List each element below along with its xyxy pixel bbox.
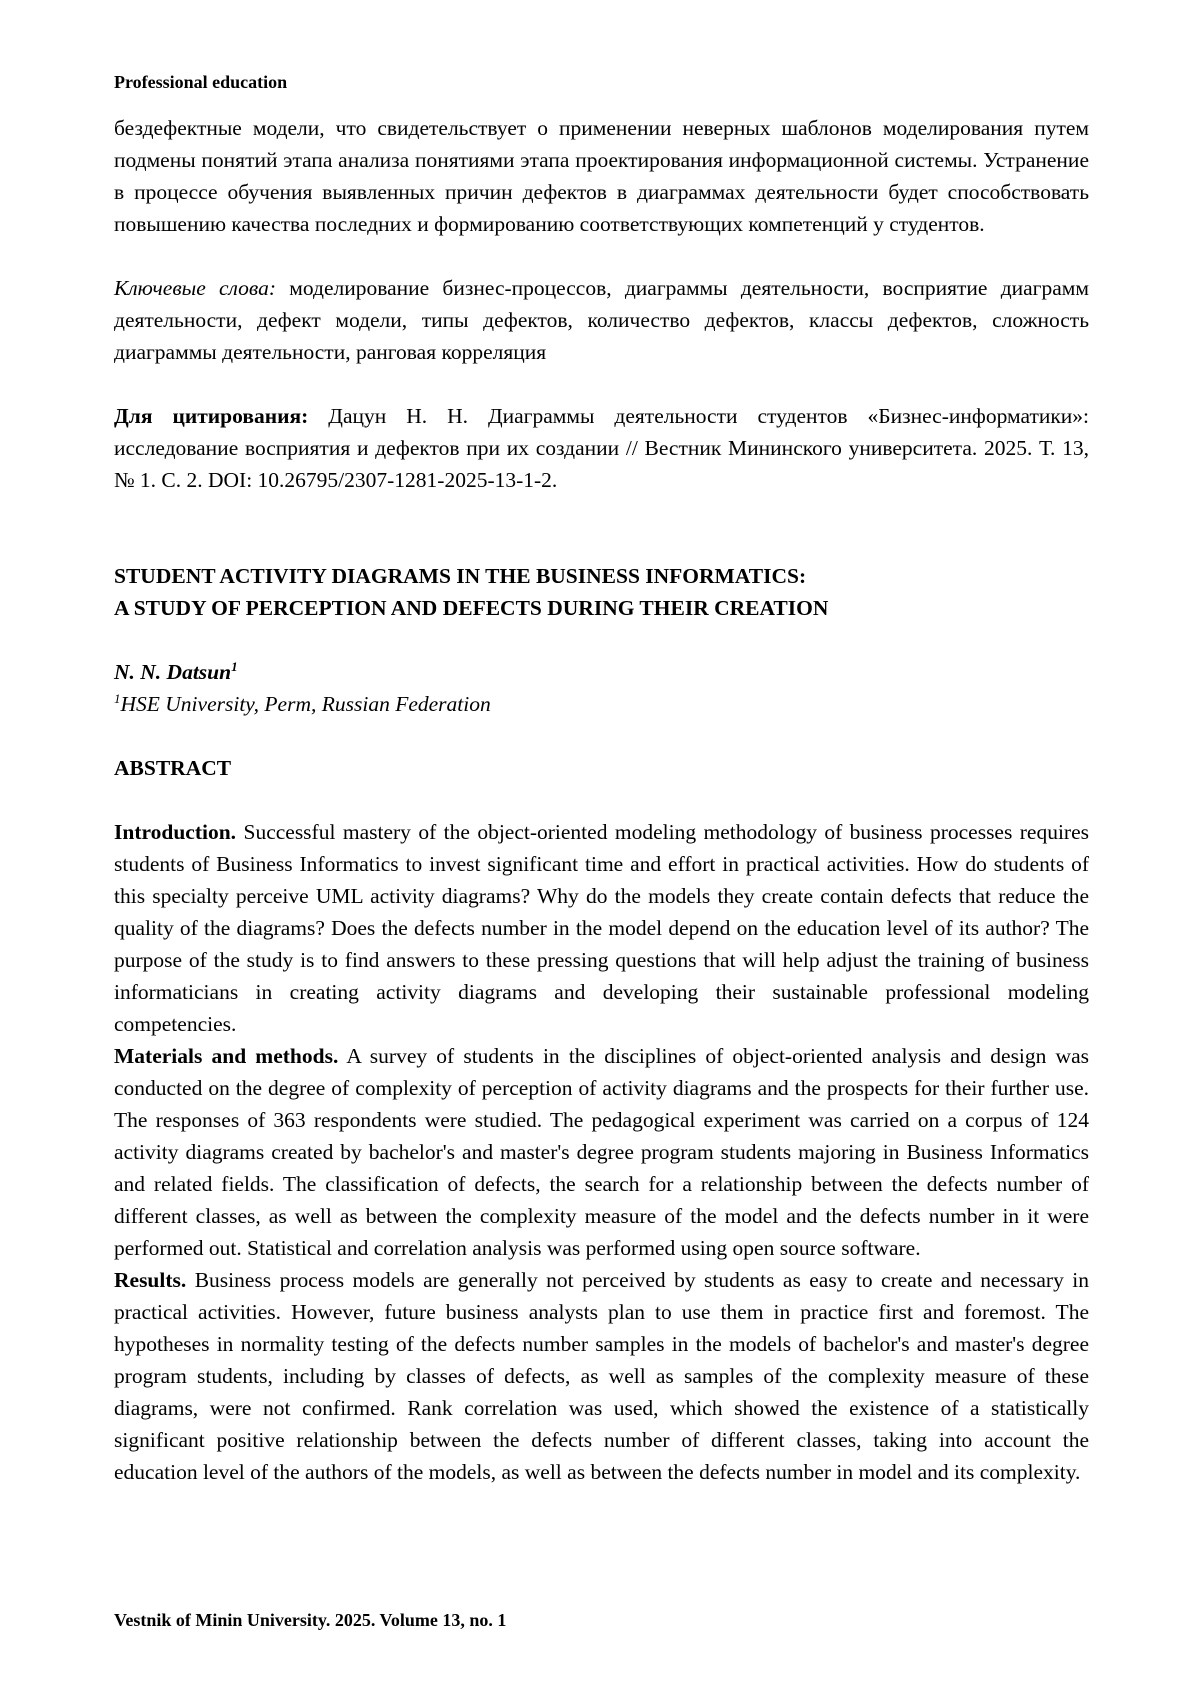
affiliation — [114, 688, 1089, 720]
ru-citation — [114, 400, 1089, 496]
ru-keywords-text: моделирование бизнес-процессов, диаграммы деятельности, восприятие диаграмм деятельности, дефект модели, типы дефектов, количество дефектов, классы дефектов, сложность диаграммы деятельности, ранговая корреляция — [114, 276, 1090, 364]
methods-label: Materials and methods. — [114, 1044, 339, 1068]
introduction-label: Introduction. — [114, 820, 237, 844]
author-superscript: 1 — [231, 658, 238, 674]
ru-keywords-label: Ключевые слова: — [114, 276, 277, 300]
ru-citation-text: Дацун Н. Н. Диаграммы деятельности студентов «Бизнес-информатики»: исследование восприятия и дефектов при их создании // Вестник Мининского университета. 2025. Т. 13, № 1. С. 2. DOI: 10.26795/2307-1281-2025-13-1-2. — [114, 404, 1090, 492]
ru-abstract-tail: бездефектные модели, что свидетельствует о применении неверных шаблонов моделирования путем подмены понятий этапа анализа понятиями этапа проектирования информационной системы. Устранение в процессе обучения выявленных причин дефектов в диаграммах деятельности будет способствовать повышению качества последних и формированию соответствующих компетенций у студентов. — [114, 116, 1089, 236]
abstract-results — [114, 1264, 1089, 1488]
abstract-methods — [114, 1040, 1089, 1264]
methods-text: A survey of students in the disciplines of object-oriented analysis and design was conducted on the degree of complexity of perception of activity diagrams and the prospects for their further use. The responses of 363 respondents were studied. The pedagogical experiment was carried on a corpus of 124 activity diagrams created by bachelor's and master's degree program students majoring in Business Informatics and related fields. The classification of defects, the search for a relationship between the defects number of different classes, as well as between the complexity measure of the model and the defects number in it were performed out. Statistical and correlation analysis was performed using open source software. — [114, 1044, 1089, 1260]
main-content — [114, 112, 1089, 1488]
author-name: N. N. Datsun — [114, 660, 232, 684]
abstract-introduction — [114, 816, 1089, 1040]
introduction-text: Successful mastery of the object-oriented modeling methodology of business processes requires students of Business Informatics to invest significant time and effort in practical activities. How do students of this specialty perceive UML activity diagrams? Why do the models they create contain defects that reduce the quality of the diagrams? Does the defects number in the model depend on the education level of its author? The purpose of the study is to find answers to these pressing questions that will help adjust the training of business informaticians in creating activity diagrams and developing their sustainable professional modeling competencies. — [114, 820, 1089, 1036]
article-title-line-2: A STUDY OF PERCEPTION AND DEFECTS DURING THEIR CREATION — [114, 596, 829, 620]
journal-footer: Vestnik of Minin University. 2025. Volume 13, no. 1 — [114, 1610, 507, 1630]
running-header: Professional education — [114, 72, 288, 92]
results-label: Results. — [114, 1268, 187, 1292]
author — [114, 656, 1089, 688]
affiliation-superscript: 1 — [114, 690, 121, 706]
ru-keywords — [114, 272, 1089, 368]
affiliation-text: HSE University, Perm, Russian Federation — [120, 692, 491, 716]
abstract-heading: ABSTRACT — [114, 756, 232, 780]
ru-citation-label: Для цитирования: — [114, 404, 309, 428]
article-title-line-1: STUDENT ACTIVITY DIAGRAMS IN THE BUSINESS INFORMATICS: — [114, 564, 807, 588]
results-text: Business process models are generally not perceived by students as easy to create and necessary in practical activities. However, future business analysts plan to use them in practice first and foremost. The hypotheses in normality testing of the defects number samples in the models of bachelor's and master's degree program students, including by classes of defects, as well as samples of the complexity measure of these diagrams, were not confirmed. Rank correlation was used, which showed the existence of a statistically significant positive relationship between the defects number of different classes, taking into account the education level of the authors of the models, as well as between the defects number in model and its complexity. — [114, 1268, 1089, 1484]
